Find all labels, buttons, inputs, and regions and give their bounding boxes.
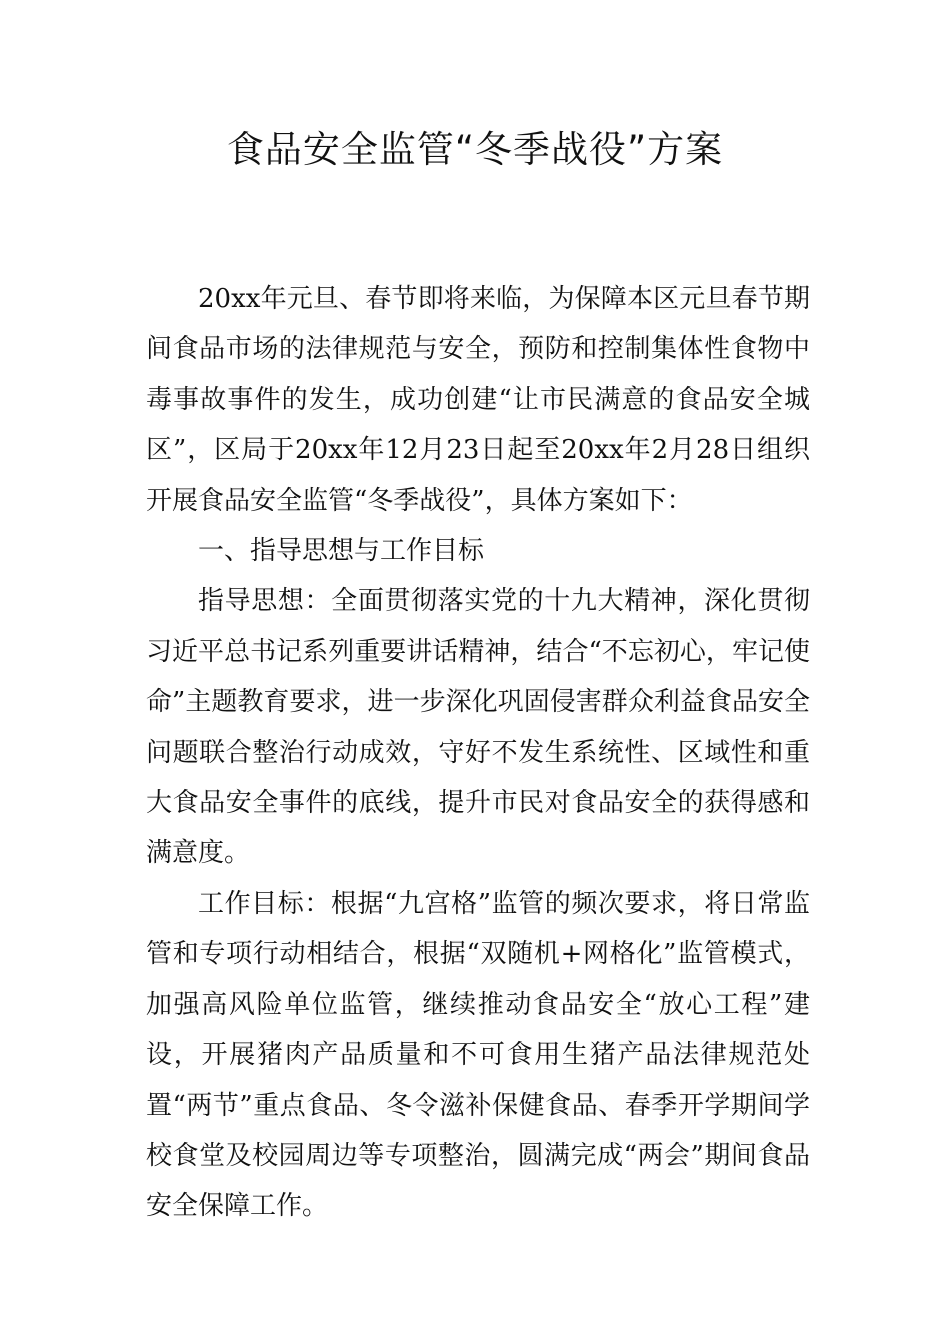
work-goal-paragraph: 工作目标：根据“九宫格”监管的频次要求，将日常监管和专项行动相结合，根据“双随机+网格化”监管模式，加强高风险单位监管，继续推动食品安全“放心工程”建设，开展猪肉产品质量和不可食用生猪产品法律规范处置“两节”重点食品、冬令滋补保健食品、春季开学期间学校食堂及校园周边等专项整治，圆满完成“两会”期间食品安全保障工作。 bbox=[146, 888, 810, 1222]
intro-paragraph: 20xx年元旦、春节即将来临，为保障本区元旦春节期间食品市场的法律规范与安全，预防和控制集体性食物中毒事故事件的发生，成功创建“让市民满意的食品安全城区”，区局于20xx年12月23日起至20xx年2月28日组织开展食品安全监管“冬季战役”，具体方案如下： bbox=[146, 284, 810, 516]
document-body bbox=[146, 274, 810, 1232]
section-heading-1: 一、指导思想与工作目标 bbox=[198, 536, 485, 567]
guiding-thought-paragraph: 指导思想：全面贯彻落实党的十九大精神，深化贯彻习近平总书记系列重要讲话精神，结合“不忘初心，牢记使命”主题教育要求，进一步深化巩固侵害群众利益食品安全问题联合整治行动成效，守好不发生系统性、区域性和重大食品安全事件的底线，提升市民对食品安全的获得感和满意度。 bbox=[146, 586, 810, 869]
document-title: 食品安全监管“冬季战役”方案 bbox=[226, 128, 724, 171]
